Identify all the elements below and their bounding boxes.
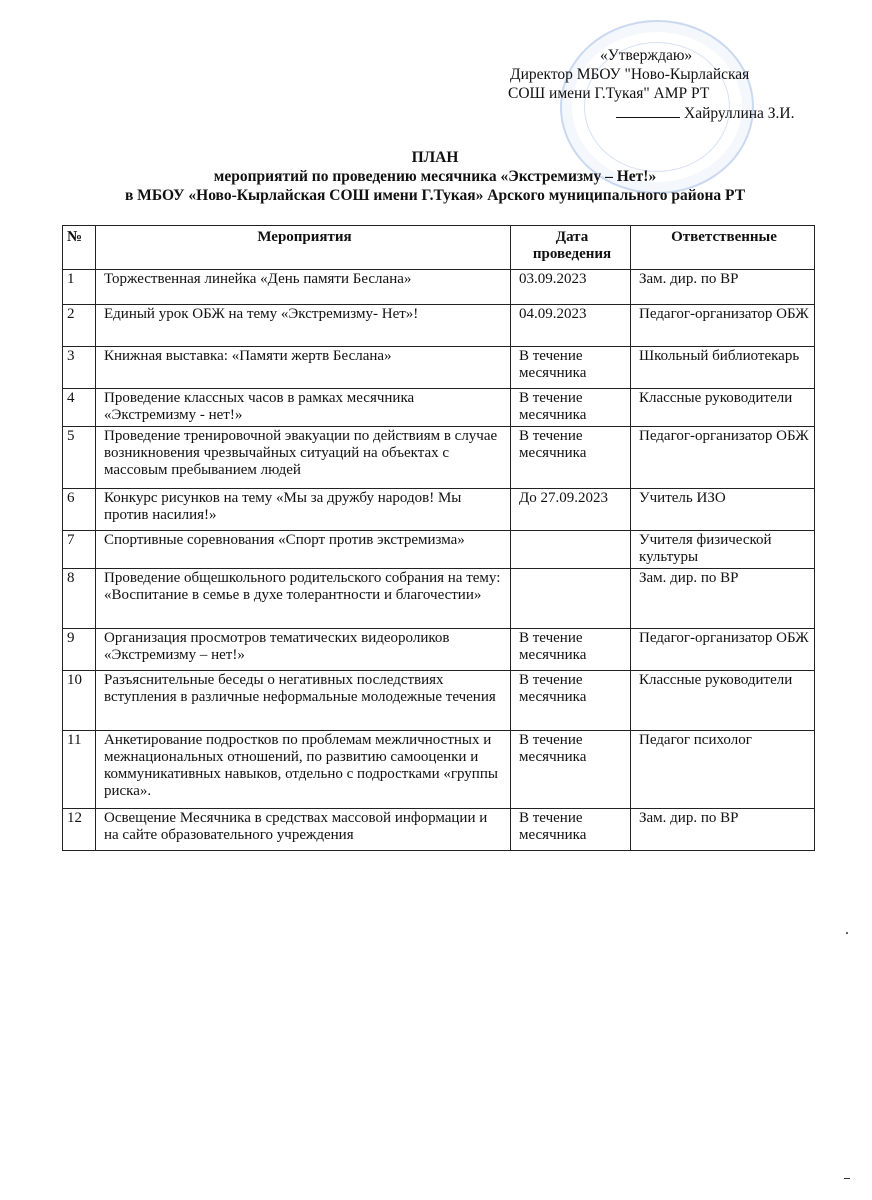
header-number: № (63, 226, 96, 270)
row-date: В течение месячника (511, 671, 631, 731)
row-number: 8 (63, 569, 96, 629)
table-row (63, 427, 815, 489)
row-number: 12 (63, 809, 96, 851)
table-row (63, 531, 815, 569)
row-date: В течение месячника (511, 629, 631, 671)
row-date: В течение месячника (511, 347, 631, 389)
scan-speck (846, 932, 848, 934)
table-row (63, 389, 815, 427)
row-date (511, 531, 631, 569)
row-event: Освещение Месячника в средствах массовой информации и на сайте образовательного учреждения (96, 809, 511, 851)
title-organization: в МБОУ «Ново-Кырлайская СОШ имени Г.Тукая» Арского муниципального района РТ (124, 187, 746, 204)
table-header-row (63, 226, 815, 270)
row-responsible: Зам. дир. по ВР (631, 569, 815, 629)
title-subject: мероприятий по проведению месячника «Экстремизму – Нет!» (213, 168, 657, 185)
row-event: Анкетирование подростков по проблемам межличностных и межнациональных отношений, по развитию самооценки и коммуникативных навыков, отдельно с подростками «группы риска». (96, 731, 511, 809)
row-event: Конкурс рисунков на тему «Мы за дружбу народов! Мы против насилия!» (96, 489, 511, 531)
title-plan: ПЛАН (411, 149, 459, 166)
row-number: 2 (63, 305, 96, 347)
row-responsible: Зам. дир. по ВР (631, 809, 815, 851)
scan-mark (844, 1178, 850, 1179)
row-date: 04.09.2023 (511, 305, 631, 347)
row-number: 6 (63, 489, 96, 531)
row-event: Единый урок ОБЖ на тему «Экстремизму- Нет»! (96, 305, 511, 347)
table-row (63, 489, 815, 531)
table-row (63, 671, 815, 731)
row-responsible: Классные руководители (631, 389, 815, 427)
approval-organization: СОШ имени Г.Тукая" АМР РТ (508, 85, 710, 102)
table-row (63, 347, 815, 389)
row-responsible: Учителя физической культуры (631, 531, 815, 569)
approval-signature-line (490, 103, 830, 123)
row-event: Книжная выставка: «Памяти жертв Беслана» (96, 347, 511, 389)
approval-heading: «Утверждаю» (600, 47, 693, 64)
row-number: 10 (63, 671, 96, 731)
row-date: В течение месячника (511, 427, 631, 489)
row-responsible: Зам. дир. по ВР (631, 270, 815, 305)
header-date: Дата проведения (511, 226, 631, 270)
row-date: В течение месячника (511, 809, 631, 851)
document-title (40, 148, 830, 205)
table-row (63, 731, 815, 809)
row-date (511, 569, 631, 629)
row-date: В течение месячника (511, 731, 631, 809)
row-number: 5 (63, 427, 96, 489)
row-date: До 27.09.2023 (511, 489, 631, 531)
row-responsible: Учитель ИЗО (631, 489, 815, 531)
row-number: 1 (63, 270, 96, 305)
table-row (63, 270, 815, 305)
header-responsible: Ответственные (631, 226, 815, 270)
row-event: Проведение классных часов в рамках месячника «Экстремизму - нет!» (96, 389, 511, 427)
row-event: Проведение общешкольного родительского собрания на тему: «Воспитание в семье в духе толерантности и благочестии» (96, 569, 511, 629)
table-row (63, 629, 815, 671)
row-number: 7 (63, 531, 96, 569)
header-event: Мероприятия (96, 226, 511, 270)
row-number: 4 (63, 389, 96, 427)
table-row (63, 809, 815, 851)
row-event: Проведение тренировочной эвакуации по действиям в случае возникновения чрезвычайных ситуаций на объектах с массовым пребыванием людей (96, 427, 511, 489)
approval-block (490, 46, 830, 123)
row-date: 03.09.2023 (511, 270, 631, 305)
events-table (62, 225, 815, 851)
row-number: 11 (63, 731, 96, 809)
signature-underline (616, 103, 680, 118)
table-row (63, 569, 815, 629)
row-date: В течение месячника (511, 389, 631, 427)
row-number: 3 (63, 347, 96, 389)
row-event: Спортивные соревнования «Спорт против экстремизма» (96, 531, 511, 569)
row-event: Торжественная линейка «День памяти Беслана» (96, 270, 511, 305)
row-responsible: Педагог-организатор ОБЖ (631, 427, 815, 489)
approval-signatory: Хайруллина З.И. (684, 105, 795, 122)
row-number: 9 (63, 629, 96, 671)
table-row (63, 305, 815, 347)
row-responsible: Школьный библиотекарь (631, 347, 815, 389)
row-responsible: Педагог-организатор ОБЖ (631, 305, 815, 347)
row-event: Организация просмотров тематических видеороликов «Экстремизму – нет!» (96, 629, 511, 671)
approval-position: Директор МБОУ "Ново-Кырлайская (510, 66, 750, 83)
row-responsible: Педагог психолог (631, 731, 815, 809)
row-responsible: Классные руководители (631, 671, 815, 731)
row-event: Разъяснительные беседы о негативных последствиях вступления в различные неформальные молодежные течения (96, 671, 511, 731)
row-responsible: Педагог-организатор ОБЖ (631, 629, 815, 671)
